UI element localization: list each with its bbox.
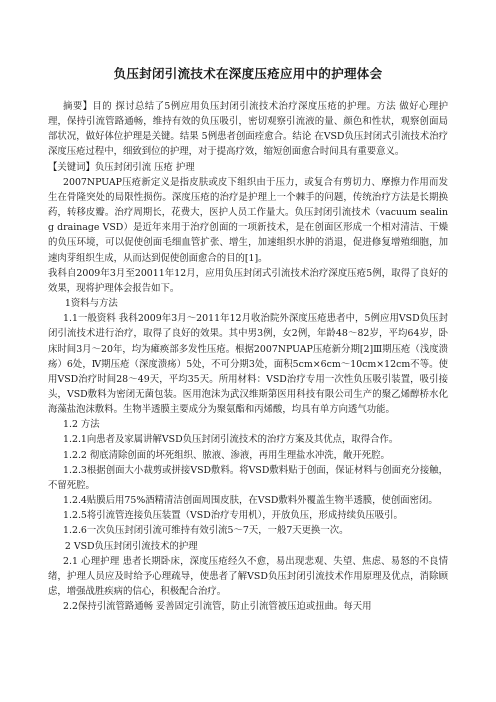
paragraph-h-2: 2 VSD负压封闭引流技术的护理: [64, 540, 198, 552]
paragraph-h-1: 1资料与方法: [64, 298, 118, 310]
paragraph-s-1-2-3: 1.2.3根据创面大小裁剪或拼接VSD敷料。将VSD敷料贴于创面，保证材料与创面充分接触，不留死腔。: [48, 464, 448, 491]
paragraph-s-1-2-4: 1.2.4贴膜后用75%酒精清洁创面周围皮肤，在VSD敷料外覆盖生物半透膜，使创面密闭。: [63, 495, 438, 507]
paragraph-s-1-2-5: 1.2.5将引流管连接负压装置（VSD治疗专用机），开放负压，形成持续负压吸引。: [63, 510, 403, 522]
paragraph-s-1-2-6: 1.2.6一次负压封闭引流可维持有效引流5～7天，一般7天更换一次。: [63, 525, 349, 537]
paragraph-s-1-2-2: 1.2.2 彻底清除创面的坏死组织、脓液、渗液，再用生理盐水冲洗，敞开死腔。: [63, 449, 390, 461]
paragraph-s-2-2: 2.2保持引流管路通畅 妥善固定引流管，防止引流管被压迫或扭曲。每天用: [63, 601, 372, 613]
paragraph-keywords: 【关键词】负压封闭引流 压疮 护理: [48, 161, 195, 173]
paragraph-s-2-1: 2.1 心理护理 患者长期卧床，深度压疮经久不愈，易出现悲观、失望、焦虑、易怒的不良情绪，护理人员应及时给予心理疏导，使患者了解VSD负压封闭引流技术作用原理及优点，消除顾虑，增强战胜疾病的信心，积极配合治疗。: [48, 555, 448, 597]
document-body: [48, 99, 448, 614]
paragraph-intro-2: 我科自2009年3月至20011年12月，应用负压封闭式引流技术治疗深度压疮5例，取得了良好的效果，现将护理体会报告如下。: [48, 267, 448, 294]
paragraph-s-1-2-1: 1.2.1向患者及家属讲解VSD负压封闭引流技术的治疗方案及其优点，取得合作。: [63, 434, 399, 446]
paragraph-s-1-1: 1.1一般资料 我科2009年3月～2011年12月收治院外深度压疮患者中，5例应用VSD负压封闭引流技术进行治疗，取得了良好的效果。其中男3例，女2例，年龄48～82岁，平均64岁，卧床时间3月～20年，均为瘫痪部多发性压疮。根据2007NPUAP压疮新分期[2]Ⅲ期压疮（浅度溃疡）6处，Ⅳ期压疮（深度溃疡）5处，不可分期3处，面积5cm×6cm～10cm×12cm不等。使用VSD治疗时间28～49天，平均35天。所用材料：VSD治疗专用一次性负压吸引装置，吸引接头，VSD敷料为密闭无菌包装。医用泡沫为武汉维斯第医用科技有限公司生产的聚乙烯醇桥水化海藻盐泡沫敷料。生物半透膜主要成分为聚氨酯和丙烯酸，均具有单方向透气功能。: [48, 313, 448, 416]
document-title: 负压封闭引流技术在深度压疮应用中的护理体会: [113, 66, 383, 81]
paragraph-intro-1: 2007NPUAP压疮新定义是指皮肤或皮下组织由于压力，或复合有剪切力、摩擦力作用而发生在骨隆突处的局限性损伤。深度压疮的治疗是护理上一个棘手的问题，传统治疗方法是长期换药，转移皮瓣。治疗周期长，花费大，医护人员工作量大。负压封闭引流技术（vacuum sealing drainage VSD）是近年来用于治疗创面的一项新技术，是在创面区形成一个相对清洁、干燥的负压环境，可以促使创面毛细血管扩张、增生，加速组织水肿的消退，促进修复增殖细胞，加速肉芽组织生成，从而达到促使创面愈合的目的[1]。: [48, 176, 448, 264]
paragraph-s-1-2: 1.2 方法: [63, 419, 100, 431]
paragraph-abstract: 摘要】目的 探讨总结了5例应用负压封闭引流技术治疗深度压疮的护理。方法 做好心理护理，保持引流管路通畅，维持有效的负压吸引，密切观察引流液的量、颜色和性状，观察创面局部状况，做好体位护理是关键。结果 5例患者创面痊愈合。结论 在VSD负压封闭式引流技术治疗深度压疮过程中，细致到位的护理，对于提高疗效，缩短创面愈合时间具有重要意义。: [48, 101, 448, 158]
